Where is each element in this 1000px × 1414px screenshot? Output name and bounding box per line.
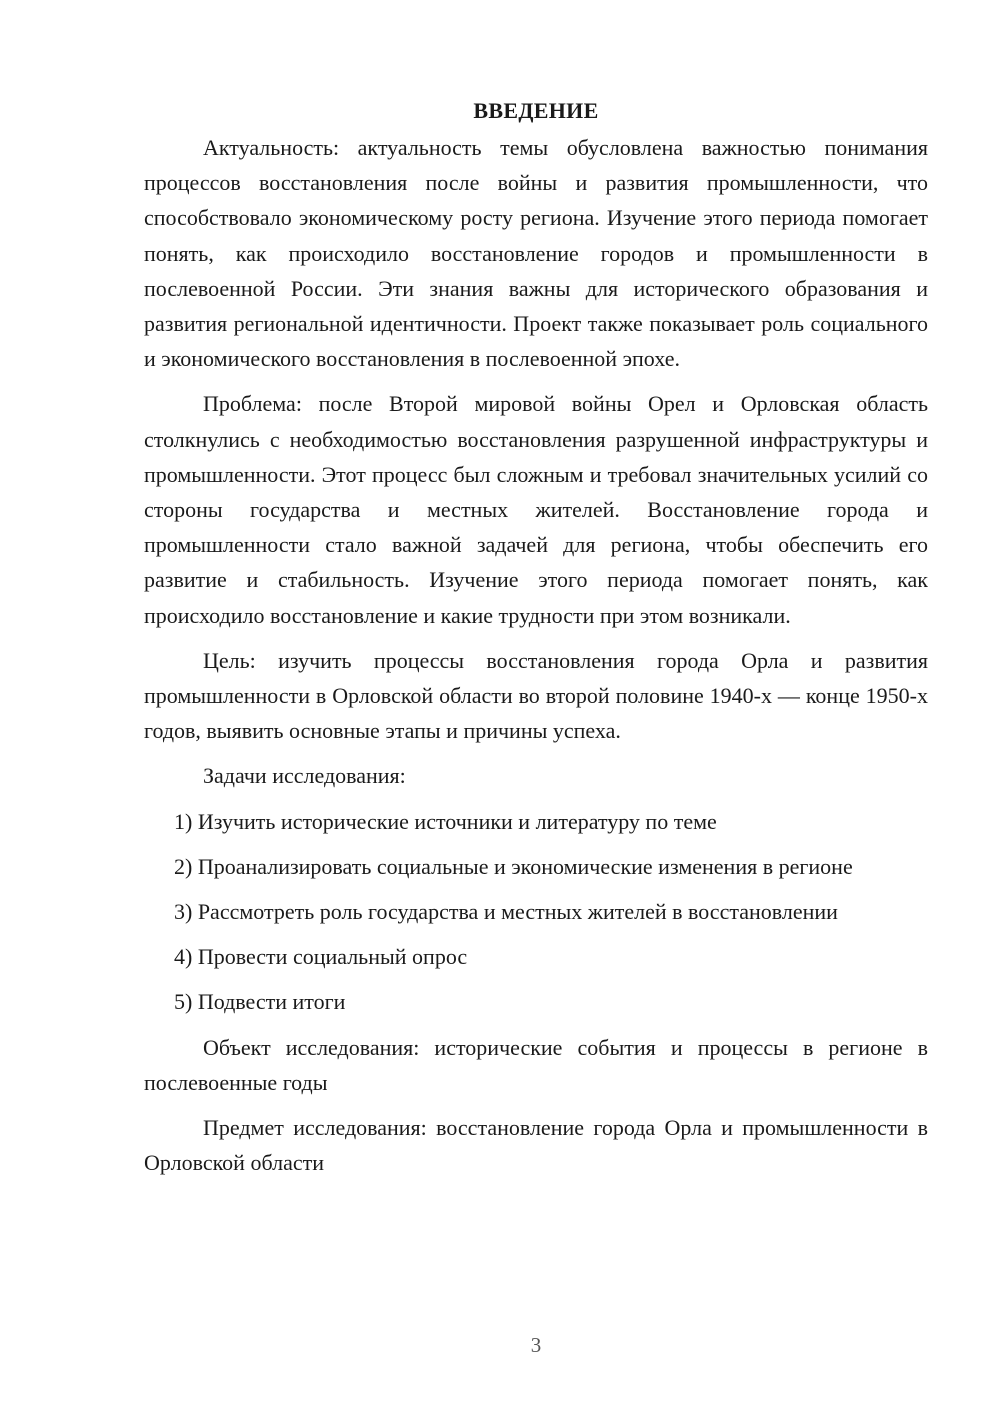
goal-paragraph: Цель: изучить процессы восстановления города Орла и развития промышленности в Орловской области во второй половине 1940-х — конце 1950-х годов, выявить основные этапы и причины успеха. (144, 647, 928, 744)
task-item: 3) Рассмотреть роль государства и местных жителей в восстановлении (174, 899, 838, 925)
object-paragraph: Объект исследования: исторические события и процессы в регионе в послевоенные годы (144, 1034, 928, 1095)
problem-paragraph: Проблема: после Второй мировой войны Орел и Орловская область столкнулись с необходимостью восстановления разрушенной инфраструктуры и промышленности. Этот процесс был сложным и требовал значительных усилий со стороны государства и местных жителей. Восстановление города и промышленности стало важной задачей для региона, чтобы обеспечить его развитие и стабильность. Изучение этого периода помогает понять, как происходило восстановление и какие трудности при этом возникали. (144, 391, 928, 628)
document-page (144, 96, 928, 1190)
subject-paragraph: Предмет исследования: восстановление города Орла и промышленности в Орловской области (144, 1115, 928, 1176)
relevance-paragraph: Актуальность: актуальность темы обусловлена важностью понимания процессов восстановления после войны и развития промышленности, что способствовало экономическому росту региона. Изучение этого периода помогает понять, как происходило восстановление городов и промышленности в послевоенной России. Эти знания важны для исторического образования и развития региональной идентичности. Проект также показывает роль социального и экономического восстановления в послевоенной эпохе. (144, 135, 928, 372)
page-number: 3 (530, 1333, 542, 1357)
section-heading: ВВЕДЕНИЕ (473, 98, 599, 123)
task-item: 4) Провести социальный опрос (174, 944, 468, 970)
task-item: 2) Проанализировать социальные и экономические изменения в регионе (174, 853, 853, 879)
task-item: 1) Изучить исторические источники и литературу по теме (174, 808, 717, 834)
tasks-heading: Задачи исследования: (203, 763, 406, 789)
task-item: 5) Подвести итоги (174, 989, 346, 1015)
tasks-list (144, 804, 928, 1020)
